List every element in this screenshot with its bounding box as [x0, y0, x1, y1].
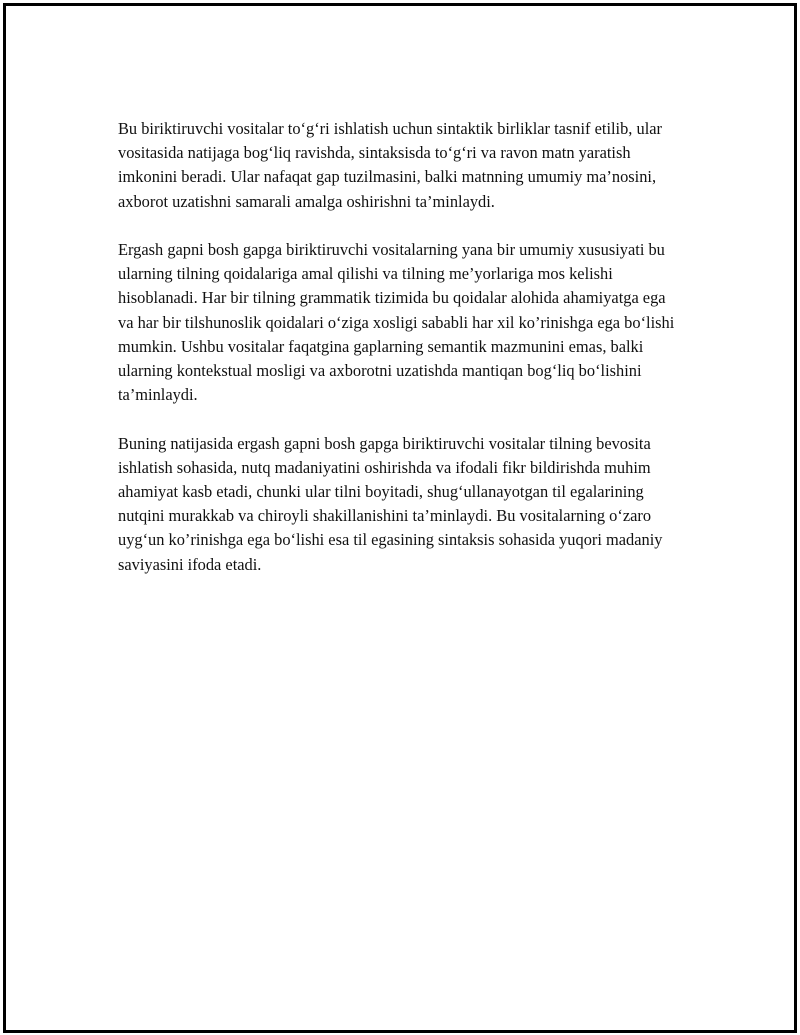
paragraph-3: Buning natijasida ergash gapni bosh gapga biriktiruvchi vositalar tilning bevosita ishlatish sohasida, nutq madaniyatini oshirishda va ifodali fikr bildirishda muhim ahamiyat kasb etadi, chunki ular tilni boyitadi, shug‘ullanayotgan til egalarining nutqini murakkab va chiroyli shakillanishini ta’minlaydi. Bu vositalarning o‘zaro uyg‘un ko’rinishga ega bo‘lishi esa til egasining sintaksis sohasida yuqori madaniy saviyasini ifoda etadi.	[118, 433, 663, 574]
paragraph-2: Ergash gapni bosh gapga biriktiruvchi vositalarning yana bir umumiy xususiyati bu ularning tilning qoidalariga amal qilishi va tilning me’yorlariga mos kelishi hisoblanadi. Har bir tilning grammatik tizimida bu qoidalar alohida ahamiyatga ega va har bir tilshunoslik qoidalari o‘ziga xosligi sababli har xil ko’rinishga ega bo‘lishi mumkin. Ushbu vositalar faqatgina gaplarning semantik mazmunini emas, balki ularning kontekstual mosligi va axborotni uzatishda mantiqan bog‘liq bo‘lishini ta’minlaydi.	[118, 240, 675, 405]
document-body	[118, 117, 683, 601]
paragraph-1: Bu biriktiruvchi vositalar to‘g‘ri ishlatish uchun sintaktik birliklar tasnif etilib, ular vositasida natijaga bog‘liq ravishda, sintaksisda to‘g‘ri va ravon matn yaratish imkonini beradi. Ular nafaqat gap tuzilmasini, balki matnning umumiy ma’nosini, axborot uzatishni samarali amalga oshirishni ta’minlaydi.	[118, 119, 662, 211]
